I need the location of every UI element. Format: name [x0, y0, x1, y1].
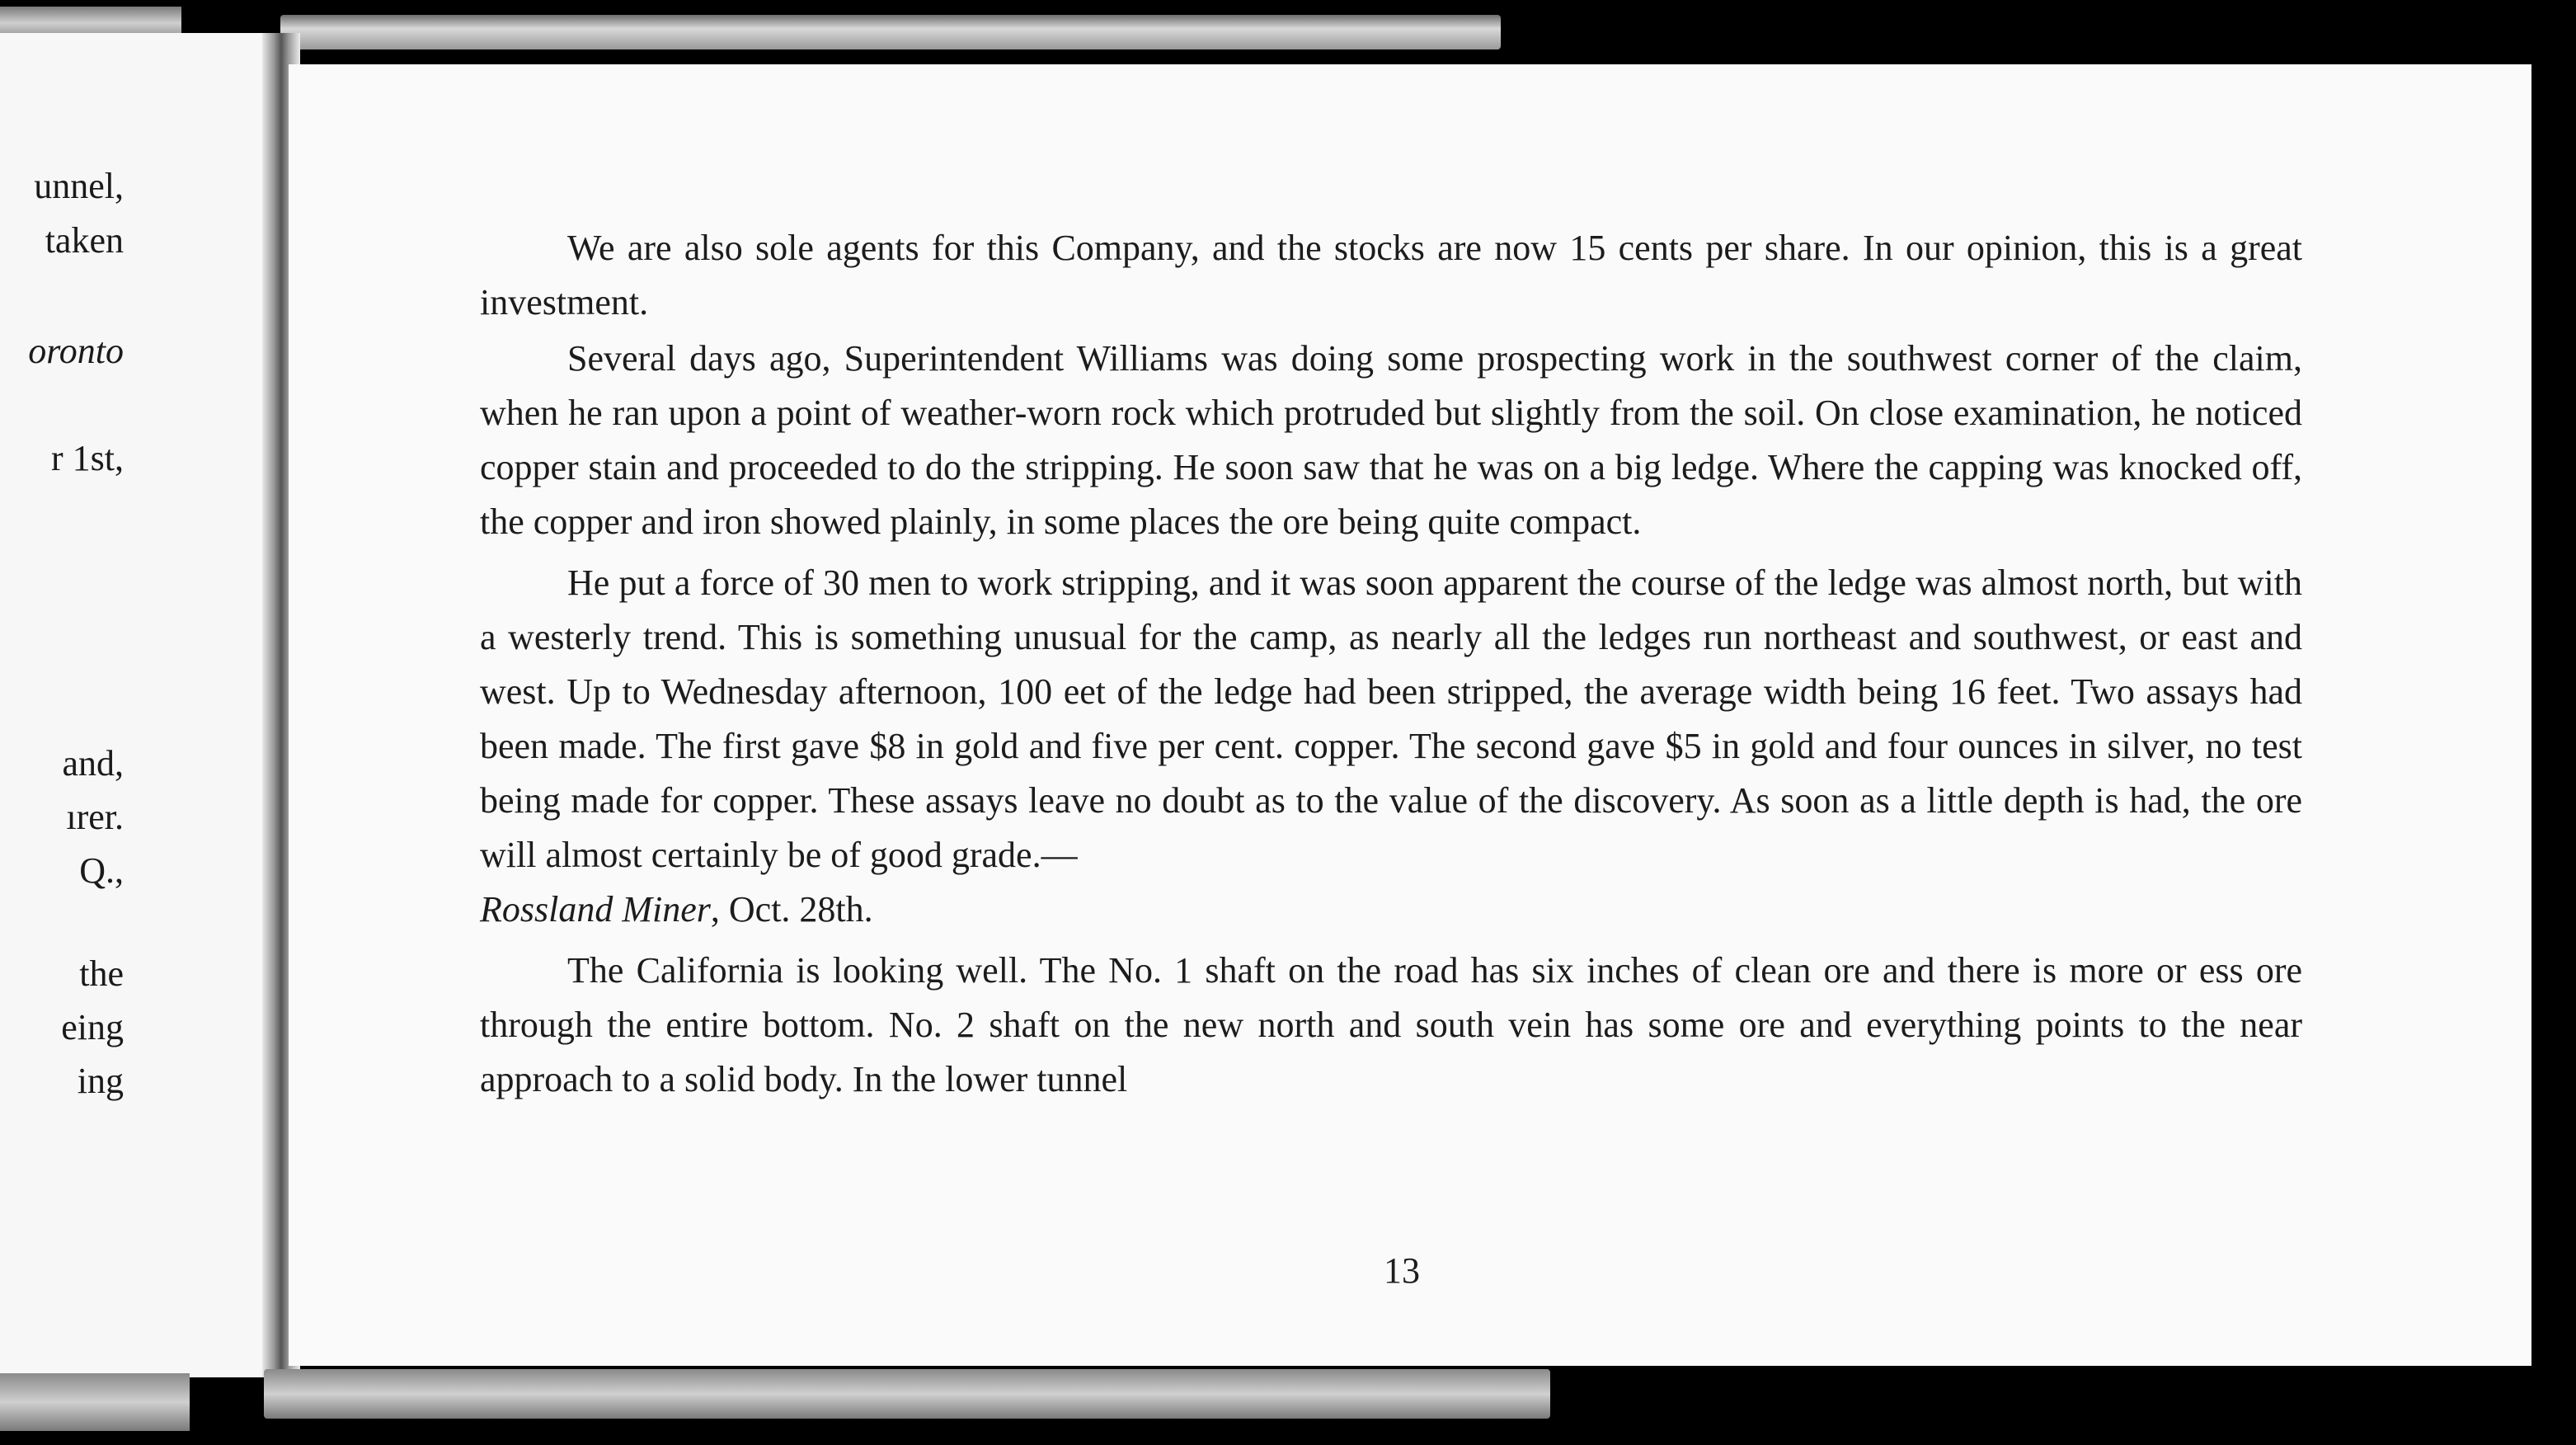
left-page-fragment: oronto	[28, 331, 124, 371]
book-edge-top	[280, 15, 1501, 49]
left-page-fragment: ing	[77, 1061, 124, 1101]
paragraph-text: He put a force of 30 men to work stripping, and it was soon apparent the course of the ledge was almost north, but with a westerly trend. This is something unusual for the camp, as nearly all the ledges run northeast and southwest, or east and west. Up to Wednesday afternoon, 100 eet of the ledge had been stripped, the average width being 16 feet. Two assays had been made. The first gave $8 in gold and five per cent. copper. The second gave $5 in gold and four ounces in silver, no test being made for copper. These assays leave no doubt as to the value of the discovery. As soon as a little depth is had, the ore will almost certainly be of good grade.—	[480, 562, 2302, 875]
book-edge-bottom-left	[0, 1373, 190, 1431]
left-page-fragment: ırer.	[66, 797, 124, 837]
left-page-fragment: Q.,	[79, 850, 124, 891]
left-page-fragment: r 1st,	[51, 438, 124, 478]
paragraph: The California is looking well. The No. 1 shaft on the road has six inches of clean ore and there is more or ess ore through the entire bottom. No. 2 shaft on the new north and south vein has some ore and everything points to the near approach to a solid body. In the lower tunnel	[480, 950, 2302, 1099]
paragraph	[480, 556, 2302, 937]
left-page-fragment: and,	[62, 743, 124, 784]
citation-source: Rossland Miner	[480, 889, 711, 930]
paragraph: We are also sole agents for this Company, and the stocks are now 15 cents per share. In our opinion, this is a great investment.	[480, 228, 2302, 322]
page-number: 13	[1384, 1250, 1420, 1291]
left-page-fragment: taken	[45, 220, 124, 261]
paragraph: Several days ago, Superintendent Williams was doing some prospecting work in the southwest corner of the claim, when he ran upon a point of weather-worn rock which protruded but slightly from the soil. On close examination, he noticed copper stain and proceeded to do the stripping. He soon saw that he was on a big ledge. Where the capping was knocked off, the copper and iron showed plainly, in some places the ore being quite compact.	[480, 338, 2302, 542]
citation-date: , Oct. 28th.	[710, 889, 873, 930]
left-page-fragment: the	[79, 953, 124, 994]
left-page-fragment: unnel,	[34, 166, 124, 206]
left-page	[0, 33, 279, 1377]
left-page-fragment: eing	[61, 1007, 124, 1047]
book-edge-bottom	[264, 1369, 1550, 1419]
body-text	[480, 221, 2302, 1107]
